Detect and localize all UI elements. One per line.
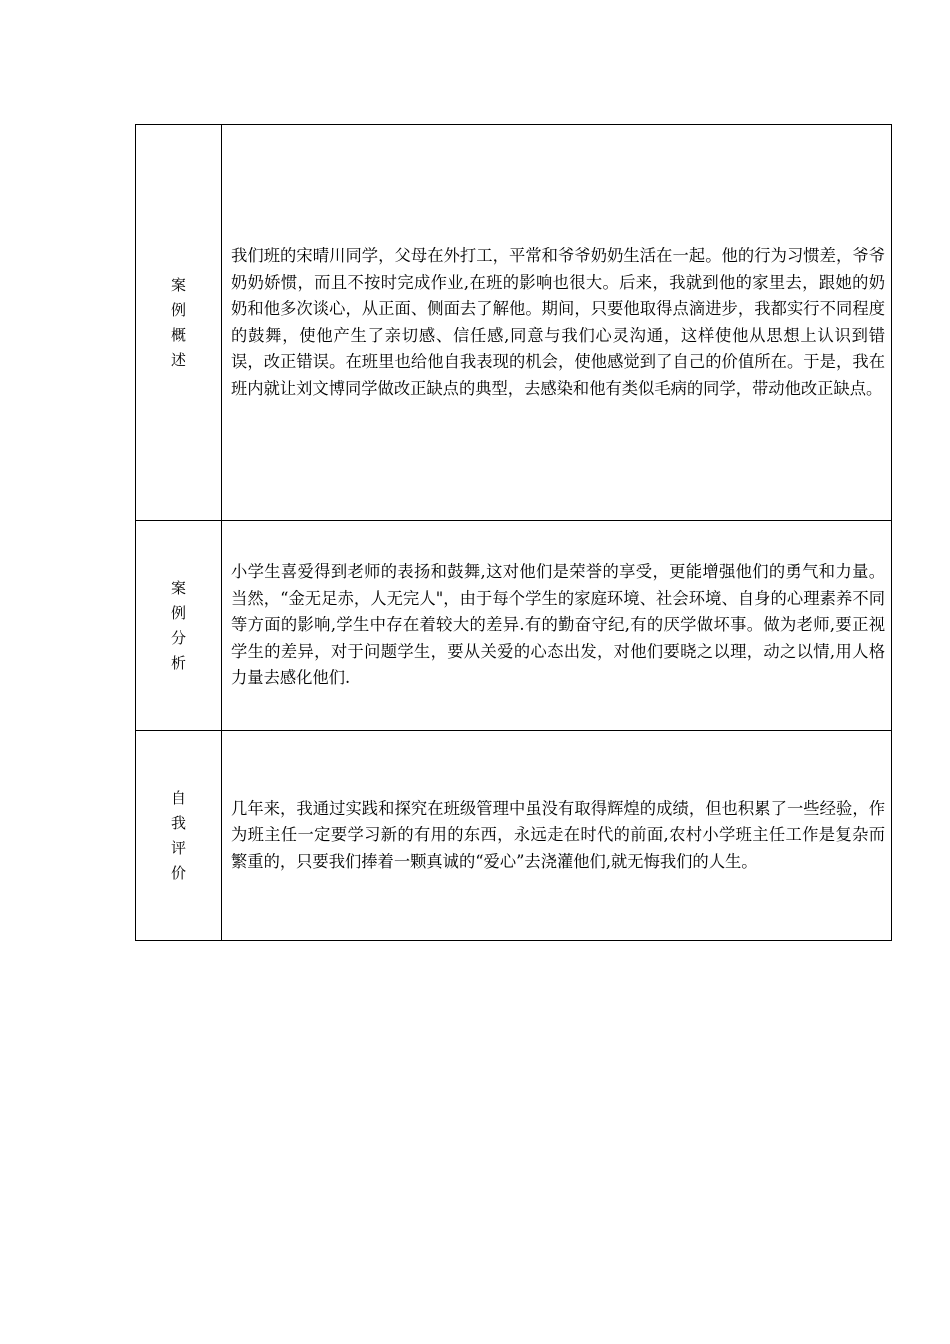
table-row-case-overview (136, 125, 892, 521)
row-body-cell (222, 731, 892, 941)
row-label-self-evaluation: 自我评价 (170, 788, 186, 882)
row-body-cell (222, 521, 892, 731)
table-row-case-analysis (136, 521, 892, 731)
row-label-case-overview: 案例概述 (170, 275, 186, 369)
row-label-cell (136, 125, 222, 521)
case-study-table (135, 124, 892, 941)
case-overview-text: 我们班的宋晴川同学，父母在外打工，平常和爷爷奶奶生活在一起。他的行为习惯差，爷爷奶奶娇惯，而且不按时完成作业,在班的影响也很大。后来，我就到他的家里去，跟她的奶奶和他多次谈心，从正面、侧面去了解他。期间，只要他取得点滴进步，我都实行不同程度的鼓舞，使他产生了亲切感、信任感,同意与我们心灵沟通，这样使他从思想上认识到错误，改正错误。在班里也给他自我表现的机会，使他感觉到了自己的价值所在。于是，我在班内就让刘文博同学做改正缺点的典型，去感染和他有类似毛病的同学，带动他改正缺点。 (231, 246, 885, 398)
self-evaluation-text: 几年来，我通过实践和探究在班级管理中虽没有取得辉煌的成绩，但也积累了一些经验，作为班主任一定要学习新的有用的东西，永远走在时代的前面,农村小学班主任工作是复杂而繁重的，只要我们捧着一颗真诚的“爱心”去浇灌他们,就无悔我们的人生。 (231, 798, 885, 871)
row-label-case-analysis: 案例分析 (170, 578, 186, 672)
case-analysis-text: 小学生喜爱得到老师的表扬和鼓舞,这对他们是荣誉的享受，更能增强他们的勇气和力量。当然，“金无足赤，人无完人"，由于每个学生的家庭环境、社会环境、自身的心理素养不同等方面的影响,学生中存在着较大的差异.有的勤奋守纪,有的厌学做坏事。做为老师,要正视学生的差异，对于问题学生，要从关爱的心态出发，对他们要晓之以理，动之以情,用人格力量去感化他们. (231, 562, 885, 688)
table-row-self-evaluation (136, 731, 892, 941)
row-label-cell (136, 521, 222, 731)
row-label-cell (136, 731, 222, 941)
row-body-cell (222, 125, 892, 521)
